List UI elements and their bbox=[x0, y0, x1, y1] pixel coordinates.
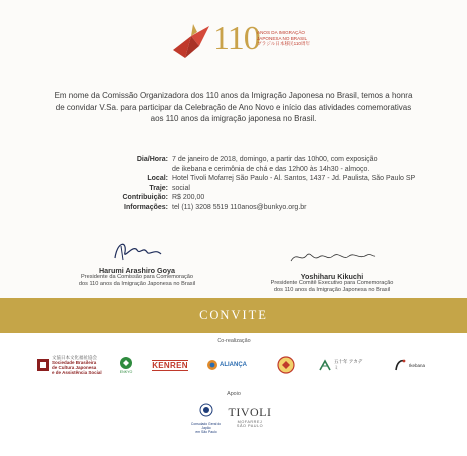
detail-label: Informações: bbox=[124, 203, 168, 211]
partner-logo-emblem bbox=[276, 351, 296, 379]
signatory-name: Harumi Arashiro Goya bbox=[98, 266, 176, 275]
bunkyo-icon bbox=[36, 358, 50, 372]
partner-logo-kaikan: 五十年 アカデミ bbox=[318, 351, 366, 379]
partner-logo-ikebana: Ikebana bbox=[386, 351, 432, 379]
detail-row bbox=[88, 155, 418, 174]
partner-logos bbox=[36, 351, 436, 381]
logo-number: 110 bbox=[213, 20, 260, 57]
origami-crane-icon bbox=[171, 22, 211, 60]
partner-logo-kenren: KENREN bbox=[152, 360, 188, 370]
anniversary-logo bbox=[163, 18, 313, 70]
detail-value: Hotel Tivoli Mofarrej São Paulo - Al. Santos, 1437 - Jd. Paulista, São Paulo SP bbox=[172, 175, 416, 183]
detail-value: R$ 200,00 bbox=[172, 194, 205, 202]
support-logo-tivoli: TIVOLI MOFARREJ SÃO PAULO bbox=[228, 405, 272, 428]
support-label: Apoio bbox=[227, 391, 241, 397]
co-realization-label: Co-realização bbox=[217, 338, 251, 344]
detail-label: Local: bbox=[147, 175, 168, 183]
event-details bbox=[88, 155, 418, 213]
emblem-icon bbox=[277, 356, 295, 374]
signatory-role: dos 110 anos da Imigração Japonesa no Brasil bbox=[273, 287, 391, 293]
logo-subtitle: ANOS DA IMIGRAÇÃO JAPONESA NO BRASIL ブラジル日本移民110周年 bbox=[257, 30, 311, 47]
detail-row bbox=[88, 193, 418, 203]
signatory-role: dos 110 anos da Imigração Japonesa no Brasil bbox=[78, 281, 196, 287]
support-logo-consulate: Consulado Geral do Japão em São Paulo bbox=[188, 403, 224, 434]
kaikan-icon bbox=[318, 358, 332, 372]
partner-logo-enkyo: ENKYO bbox=[116, 351, 136, 379]
partner-logo-alianca: ALIANÇA bbox=[206, 351, 250, 379]
detail-value: 7 de janeiro de 2018, domingo, a partir das 10h00, com exposição de ikebana e cerimônia de chá e das 12h00 às 14h30 - almoço. bbox=[172, 156, 378, 173]
detail-row bbox=[88, 184, 418, 194]
detail-value: tel (11) 3208 5519 110anos@bunkyo.org.br bbox=[172, 203, 307, 211]
detail-label: Traje: bbox=[149, 184, 168, 192]
handwritten-signature bbox=[107, 238, 167, 264]
enkyo-icon bbox=[119, 356, 133, 370]
invitation-text: Em nome da Comissão Organizadora dos 110 anos da Imigração Japonesa no Brasil, temos a honra de convidar V.Sa. para participar da Celebração de Ano Novo e início das atividades comemorativas aos 110 anos da imigração japonesa no Brasil. bbox=[54, 91, 413, 123]
detail-value: social bbox=[172, 184, 190, 192]
detail-label: Dia/Hora: bbox=[136, 156, 168, 163]
alianca-icon bbox=[206, 359, 218, 371]
detail-row bbox=[88, 174, 418, 184]
signatory-role: Presidente da Comissão para Comemoração bbox=[81, 274, 193, 280]
detail-label: Contribuição: bbox=[122, 194, 168, 202]
detail-row bbox=[88, 203, 418, 213]
signatory-role: Presidente Comitê Executivo para Comemoração bbox=[270, 280, 394, 286]
partner-logo-bunkyo: 文協日本文化福祉協会 Sociedade Brasileira de Cultura Japonesa e de Assistência Social bbox=[36, 351, 108, 379]
tivoli-wordmark: TIVOLI bbox=[228, 405, 272, 419]
consulate-icon bbox=[199, 403, 213, 417]
signature-block-kikuchi bbox=[262, 244, 402, 294]
sponsors-section bbox=[0, 333, 467, 456]
convite-band bbox=[0, 298, 467, 333]
ikebana-icon bbox=[393, 358, 407, 372]
handwritten-signature bbox=[287, 244, 377, 270]
signature-block-goya bbox=[62, 238, 212, 288]
signatory-name: Yoshiharu Kikuchi bbox=[300, 272, 364, 281]
convite-title: CONVITE bbox=[199, 308, 268, 322]
